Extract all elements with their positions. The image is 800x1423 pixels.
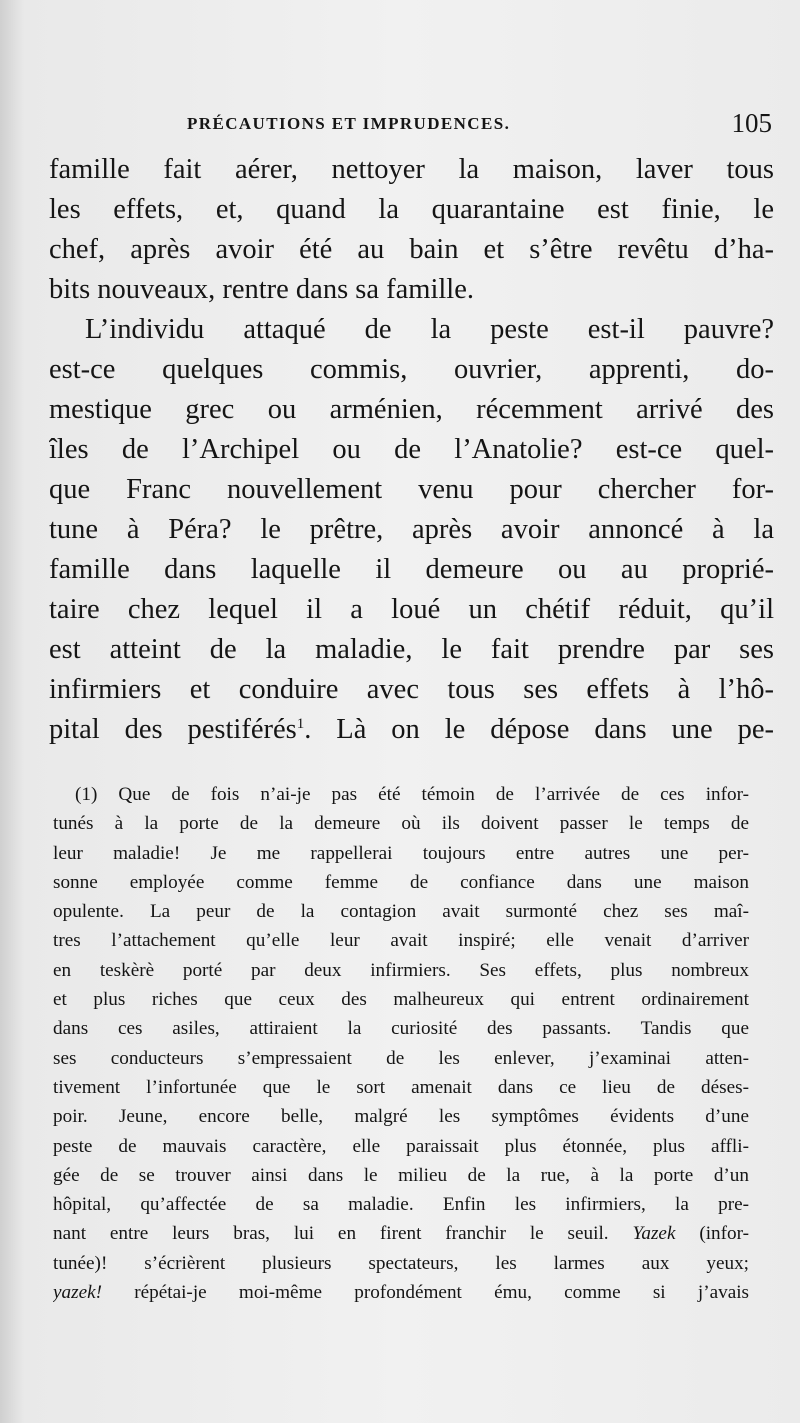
footnote-line: opulente. La peur de la contagion avait surmonté chez ses maî- (53, 901, 749, 923)
text-segment: (infor- (699, 1223, 749, 1245)
footnote-line (53, 1278, 749, 1307)
page-header (187, 108, 772, 144)
text-line (49, 710, 774, 750)
italic-word: Yazek (632, 1223, 676, 1245)
footnote-line: tunée)! s’écrièrent plusieurs spectateurs, les larmes aux yeux; (53, 1252, 749, 1274)
text-line: est atteint de la maladie, le fait prendre par ses (49, 634, 774, 665)
text-line: famille dans laquelle il demeure ou au proprié- (49, 554, 774, 585)
running-title: PRÉCAUTIONS ET IMPRUDENCES. (187, 114, 511, 133)
text-segment: nant entre leurs bras, lui en firent franchir le seuil. (53, 1223, 609, 1245)
text-line: chef, après avoir été au bain et s’être revêtu d’ha- (49, 234, 774, 265)
footnote-line: ses conducteurs s’empressaient de les enlever, j’examinai atten- (53, 1047, 749, 1069)
text-line: taire chez lequel il a loué un chétif réduit, qu’il (49, 594, 774, 625)
text-line: famille fait aérer, nettoyer la maison, laver tous (49, 154, 774, 185)
footnote-line: sonne employée comme femme de confiance dans une maison (53, 871, 749, 893)
text-line: est-ce quelques commis, ouvrier, apprenti, do- (49, 354, 774, 385)
footnote-line: poir. Jeune, encore belle, malgré les symptômes évidents d’une (53, 1106, 749, 1128)
text-line: mestique grec ou arménien, récemment arrivé des (49, 394, 774, 425)
footnote-line (53, 1219, 749, 1248)
main-text (49, 150, 774, 750)
footnote-line: tunés à la porte de la demeure où ils doivent passer le temps de (53, 813, 749, 835)
footnote-line: tres l’attachement qu’elle leur avait inspiré; elle venait d’arriver (53, 930, 749, 952)
footnote-line: leur maladie! Je me rappellerai toujours entre autres une per- (53, 842, 749, 864)
footnote-line: dans ces asiles, attiraient la curiosité des passants. Tandis que (53, 1018, 749, 1040)
text-line: L’individu attaqué de la peste est-il pauvre? (85, 314, 774, 345)
footnote-marker: 1 (296, 716, 305, 732)
footnote-line: hôpital, qu’affectée de sa maladie. Enfin les infirmiers, la pre- (53, 1194, 749, 1216)
text-line: îles de l’Archipel ou de l’Anatolie? est-ce quel- (49, 434, 774, 465)
text-line: bits nouveaux, rentre dans sa famille. (49, 274, 474, 305)
page-number: 105 (731, 108, 772, 138)
text-line: tune à Péra? le prêtre, après avoir annoncé à la (49, 514, 774, 545)
footnote-line: et plus riches que ceux des malheureux qui entrent ordinairement (53, 989, 749, 1011)
footnote (53, 780, 749, 1307)
footnote-line: gée de se trouver ainsi dans le milieu de la rue, à la porte d’un (53, 1164, 749, 1186)
footnote-line: tivement l’infortunée que le sort amenait dans ce lieu de déses- (53, 1076, 749, 1098)
footnote-line: en teskèrè porté par deux infirmiers. Ses effets, plus nombreux (53, 959, 749, 981)
footnote-line: (1) Que de fois n’ai-je pas été témoin de l’arrivée de ces infor- (75, 784, 749, 805)
text-segment: pital des pestiférés (49, 714, 297, 745)
italic-word: yazek! (53, 1282, 102, 1304)
footnote-line: peste de mauvais caractère, elle paraissait plus étonnée, plus affli- (53, 1135, 749, 1157)
text-segment: répétai-je moi-même profondément ému, comme si j’avais (134, 1282, 749, 1304)
text-line: infirmiers et conduire avec tous ses effets à l’hô- (49, 674, 774, 705)
text-line: les effets, et, quand la quarantaine est finie, le (49, 194, 774, 225)
text-segment: . Là on le dépose dans une pe- (304, 714, 774, 745)
text-line: que Franc nouvellement venu pour chercher for- (49, 474, 774, 505)
